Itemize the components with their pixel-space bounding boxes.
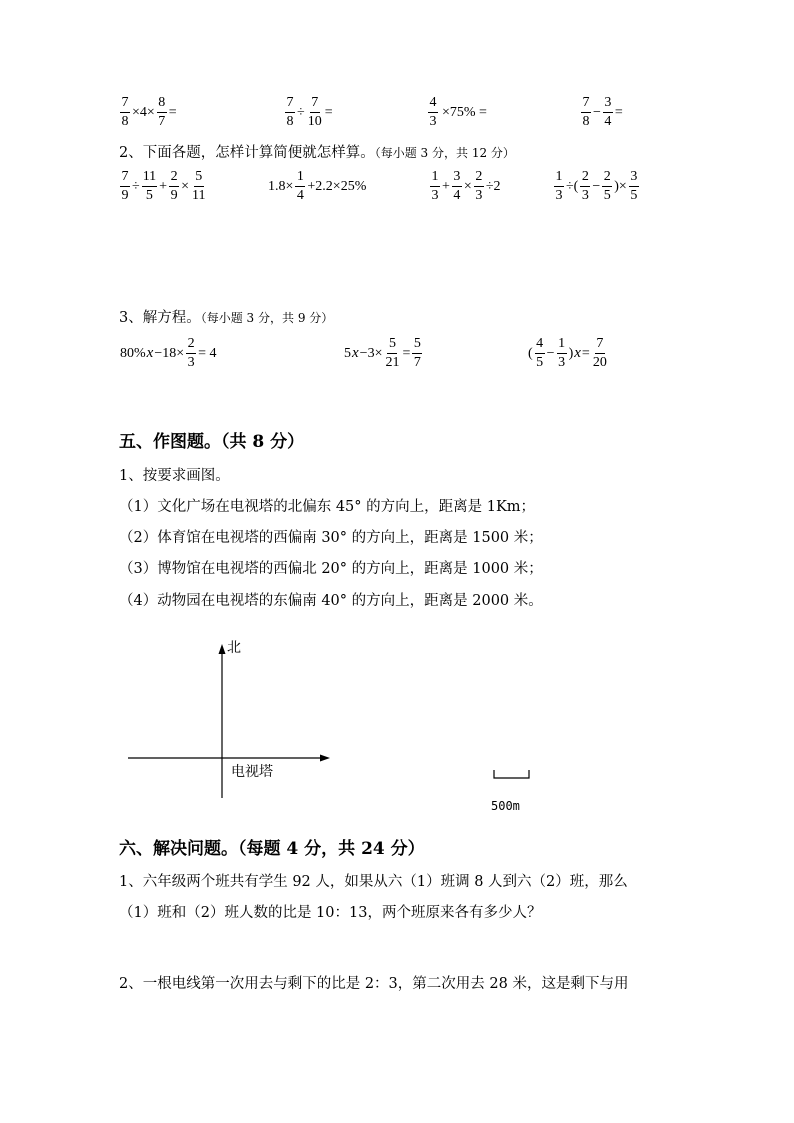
q3-title-text: 3、解方程。 bbox=[119, 310, 201, 326]
operator: + bbox=[159, 178, 168, 194]
scale-label: 500m bbox=[491, 799, 520, 813]
numerator: 7 bbox=[285, 96, 295, 113]
q3-eq2 bbox=[343, 337, 423, 370]
fraction bbox=[285, 96, 295, 129]
section5-q1: 1、按要求画图。 bbox=[119, 468, 230, 484]
fraction bbox=[554, 170, 564, 203]
q3-eq3 bbox=[527, 337, 609, 370]
denominator: 8 bbox=[121, 114, 129, 129]
numerator: 4 bbox=[428, 96, 438, 113]
q2-expr4 bbox=[553, 170, 640, 203]
equals: = bbox=[614, 104, 623, 120]
tower-label: 电视塔 bbox=[231, 764, 273, 780]
numerator: 2 bbox=[474, 170, 484, 187]
compass-diagram bbox=[0, 630, 794, 820]
fraction bbox=[186, 337, 196, 370]
fraction bbox=[452, 170, 462, 203]
numerator: 4 bbox=[535, 337, 545, 354]
section6-q2-line1: 2、一根电线第一次用去与剩下的比是 2：3，第二次用去 28 米，这是剩下与用 bbox=[119, 976, 629, 992]
operator: ( bbox=[528, 345, 533, 361]
denominator: 7 bbox=[158, 114, 166, 129]
fraction bbox=[120, 96, 130, 129]
section6-heading: 六、解决问题。（每题 4 分，共 24 分） bbox=[119, 839, 425, 859]
numerator: 7 bbox=[310, 96, 320, 113]
fraction bbox=[592, 337, 608, 370]
numerator: 5 bbox=[387, 337, 397, 354]
denominator: 9 bbox=[121, 188, 129, 203]
north-arrowhead bbox=[219, 644, 226, 654]
section6-q1-line1: 1、六年级两个班共有学生 92 人，如果从六（1）班调 8 人到六（2）班，那么 bbox=[119, 874, 628, 890]
variable-x: x bbox=[146, 345, 154, 361]
operator: ÷ bbox=[297, 104, 305, 120]
section5-item-3: （3）博物馆在电视塔的西偏北 20° 的方向上，距离是 1000 米； bbox=[119, 561, 543, 577]
denominator: 3 bbox=[187, 355, 195, 370]
operator: − bbox=[546, 345, 555, 361]
denominator: 11 bbox=[191, 188, 206, 203]
east-arrowhead bbox=[320, 755, 330, 762]
q3-note: （每小题 3 分，共 9 分） bbox=[200, 311, 334, 325]
denominator: 7 bbox=[413, 355, 421, 370]
equals: = bbox=[324, 104, 333, 120]
denominator: 3 bbox=[431, 188, 439, 203]
operator: 1.8× bbox=[268, 178, 294, 194]
numerator: 1 bbox=[430, 170, 440, 187]
operator: 5 bbox=[344, 345, 351, 361]
fraction bbox=[557, 337, 567, 370]
denominator: 8 bbox=[286, 114, 294, 129]
q2-title bbox=[119, 143, 515, 163]
row1-expr3 bbox=[427, 96, 488, 129]
operator: −3× bbox=[359, 345, 383, 361]
denominator: 9 bbox=[170, 188, 178, 203]
equals: = bbox=[168, 104, 177, 120]
operator: −18× bbox=[154, 345, 185, 361]
fraction bbox=[535, 337, 545, 370]
numerator: 1 bbox=[554, 170, 564, 187]
north-label: 北 bbox=[227, 640, 241, 656]
denominator: 3 bbox=[555, 188, 563, 203]
fraction bbox=[295, 170, 305, 203]
denominator: 5 bbox=[630, 188, 638, 203]
fraction bbox=[430, 170, 440, 203]
equals: = bbox=[402, 345, 411, 361]
numerator: 5 bbox=[412, 337, 422, 354]
numerator: 2 bbox=[580, 170, 590, 187]
denominator: 4 bbox=[604, 114, 612, 129]
fraction bbox=[384, 337, 400, 370]
equals: = bbox=[581, 345, 590, 361]
q3-eq1 bbox=[119, 337, 218, 370]
numerator: 1 bbox=[557, 337, 567, 354]
operator: ×4× bbox=[132, 104, 155, 120]
q2-expr2 bbox=[267, 170, 367, 203]
q2-note: （每小题 3 分，共 12 分） bbox=[374, 146, 515, 160]
operator: ÷( bbox=[566, 178, 579, 194]
numerator: 3 bbox=[603, 96, 613, 113]
fraction bbox=[629, 170, 639, 203]
row1-expr1 bbox=[119, 96, 178, 129]
operator: )× bbox=[614, 178, 627, 194]
fraction bbox=[191, 170, 206, 203]
numerator: 2 bbox=[169, 170, 179, 187]
operator: ) bbox=[568, 345, 574, 361]
denominator: 5 bbox=[145, 188, 153, 203]
operator: + bbox=[442, 178, 450, 194]
operator: 80% bbox=[120, 345, 146, 361]
numerator: 3 bbox=[452, 170, 462, 187]
denominator: 4 bbox=[453, 188, 461, 203]
numerator: 3 bbox=[629, 170, 639, 187]
operator: = 4 bbox=[198, 345, 217, 361]
q2-title-text: 2、下面各题，怎样计算简便就怎样算。 bbox=[119, 145, 375, 161]
operator: +2.2×25% bbox=[307, 178, 367, 194]
denominator: 3 bbox=[429, 114, 437, 129]
fraction bbox=[169, 170, 179, 203]
numerator: 1 bbox=[295, 170, 305, 187]
denominator: 3 bbox=[558, 355, 566, 370]
q2-expr3 bbox=[429, 170, 502, 203]
numerator: 7 bbox=[120, 170, 130, 187]
numerator: 11 bbox=[142, 170, 157, 187]
denominator: 3 bbox=[475, 188, 483, 203]
fraction bbox=[307, 96, 323, 129]
operator: ×75% = bbox=[442, 104, 487, 120]
fraction bbox=[602, 170, 612, 203]
denominator: 10 bbox=[307, 114, 322, 129]
denominator: 5 bbox=[536, 355, 544, 370]
operator: − bbox=[592, 178, 601, 194]
fraction bbox=[581, 96, 591, 129]
denominator: 21 bbox=[385, 355, 400, 370]
fraction bbox=[428, 96, 438, 129]
fraction bbox=[603, 96, 613, 129]
numerator: 7 bbox=[595, 337, 605, 354]
denominator: 5 bbox=[603, 188, 611, 203]
section5-item-4: （4）动物园在电视塔的东偏南 40° 的方向上，距离是 2000 米。 bbox=[119, 593, 543, 609]
denominator: 20 bbox=[592, 355, 607, 370]
section6-q1-line2: （1）班和（2）班人数的比是 10：13，两个班原来各有多少人？ bbox=[119, 905, 542, 921]
numerator: 2 bbox=[186, 337, 196, 354]
fraction bbox=[580, 170, 590, 203]
numerator: 5 bbox=[194, 170, 204, 187]
operator: ÷ bbox=[132, 178, 140, 194]
fraction bbox=[142, 170, 157, 203]
numerator: 7 bbox=[120, 96, 130, 113]
section5-item-1: （1）文化广场在电视塔的北偏东 45° 的方向上，距离是 1Km； bbox=[119, 499, 536, 515]
fraction bbox=[120, 170, 130, 203]
numerator: 2 bbox=[602, 170, 612, 187]
operator: × bbox=[463, 178, 472, 194]
fraction bbox=[412, 337, 422, 370]
q3-title bbox=[119, 308, 333, 328]
denominator: 3 bbox=[581, 188, 589, 203]
numerator: 8 bbox=[157, 96, 167, 113]
section5-heading: 五、作图题。（共 8 分） bbox=[119, 432, 305, 452]
denominator: 4 bbox=[296, 188, 304, 203]
numerator: 7 bbox=[581, 96, 591, 113]
fraction bbox=[474, 170, 484, 203]
row1-expr2 bbox=[284, 96, 334, 129]
q2-expr1 bbox=[119, 170, 207, 203]
variable-x: x bbox=[574, 345, 581, 361]
denominator: 8 bbox=[582, 114, 590, 129]
operator: ÷2 bbox=[485, 178, 501, 194]
operator: × bbox=[181, 178, 189, 194]
section5-item-2: （2）体育馆在电视塔的西偏南 30° 的方向上，距离是 1500 米； bbox=[119, 530, 543, 546]
variable-x: x bbox=[352, 345, 359, 361]
operator: − bbox=[593, 104, 601, 120]
scale-bar bbox=[494, 770, 529, 778]
row1-expr4 bbox=[580, 96, 624, 129]
fraction bbox=[157, 96, 167, 129]
